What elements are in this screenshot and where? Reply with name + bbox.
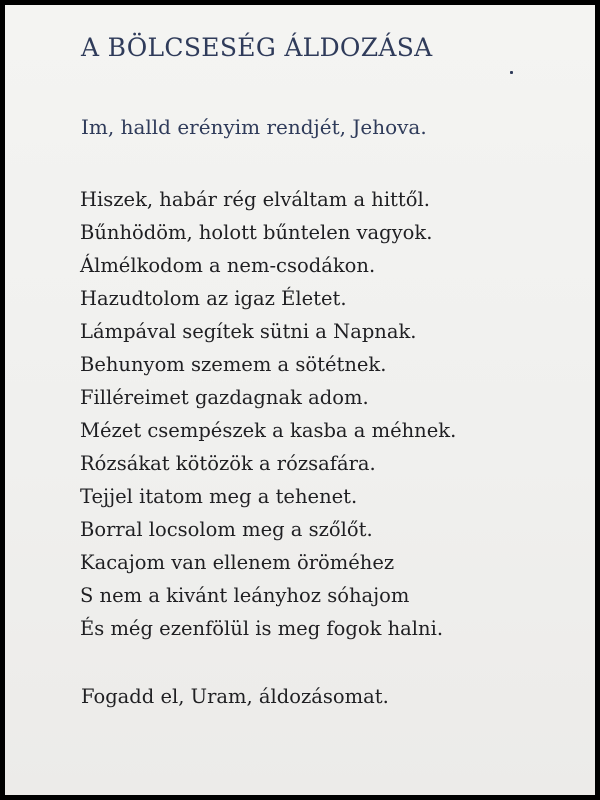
poem-line: Hiszek, habár rég elváltam a hittől. xyxy=(80,188,430,211)
poem-line: Borral locsolom meg a szőlőt. xyxy=(80,518,373,541)
poem-line: Álmélkodom a nem-csodákon. xyxy=(80,254,376,277)
poem-line: Tejjel itatom meg a tehenet. xyxy=(80,485,358,508)
poem-line: Kacajom van ellenem öröméhez xyxy=(80,551,395,574)
poem-line: S nem a kivánt leányhoz sóhajom xyxy=(80,584,410,607)
poem-line: Mézet csempészek a kasba a méhnek. xyxy=(80,419,457,442)
poem-closing: Fogadd el, Uram, áldozásomat. xyxy=(81,685,389,708)
poem-line: Bűnhödöm, holott bűntelen vagyok. xyxy=(80,221,433,244)
book-page xyxy=(5,5,595,795)
poem-invocation: Im, halld erényim rendjét, Jehova. xyxy=(81,115,427,139)
poem-line: Filléreimet gazdagnak adom. xyxy=(80,386,369,409)
poem-line: És még ezenfölül is meg fogok halni. xyxy=(80,617,444,640)
poem-line: Rózsákat kötözök a rózsafára. xyxy=(80,452,376,475)
poem-line: Behunyom szemem a sötétnek. xyxy=(80,353,387,376)
title-ink-dot xyxy=(510,71,513,74)
poem-title: A BÖLCSESÉG ÁLDOZÁSA xyxy=(81,33,433,62)
poem-line: Lámpával segítek sütni a Napnak. xyxy=(80,320,417,343)
poem-line: Hazudtolom az igaz Életet. xyxy=(80,287,347,310)
